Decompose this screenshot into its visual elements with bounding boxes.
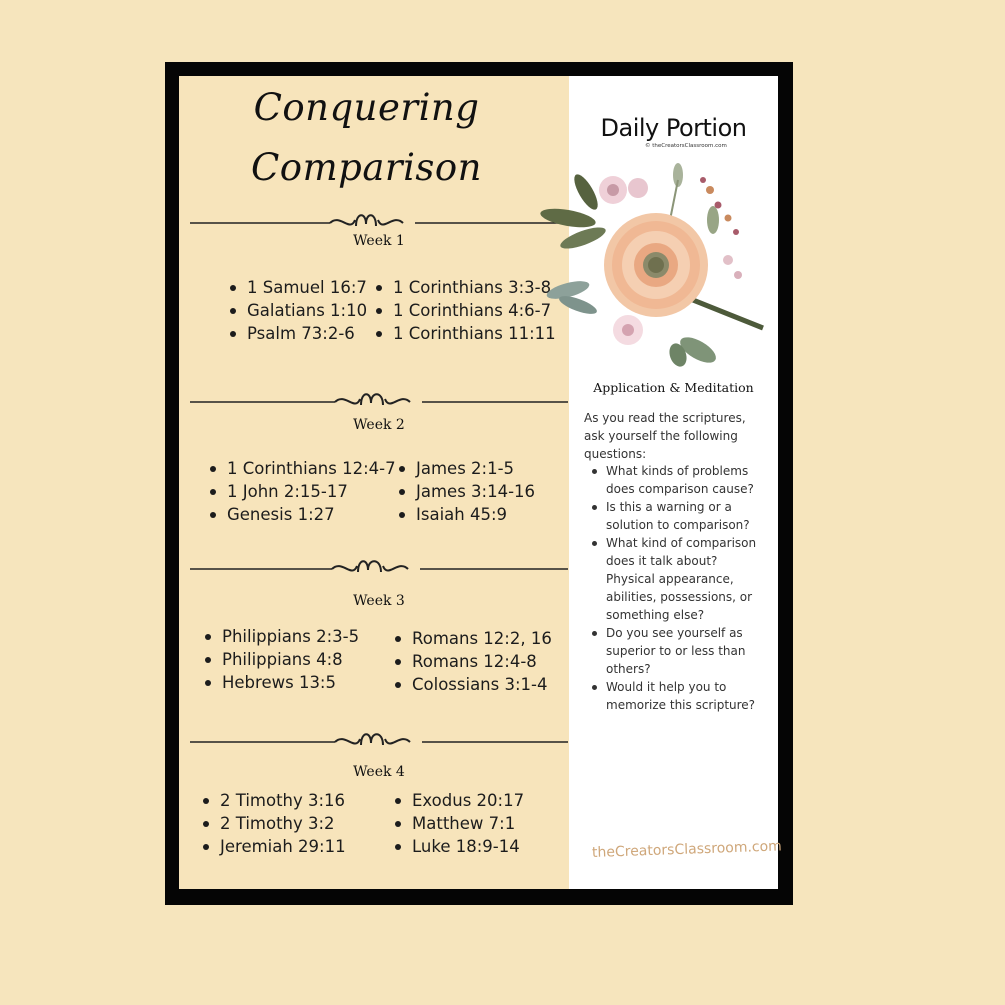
week-1-list-left bbox=[230, 276, 367, 345]
website-credit: theCreatorsClassroom.com bbox=[591, 838, 783, 861]
question-item: Is this a warning or a solution to comparison? bbox=[590, 498, 770, 534]
floral-bouquet-illustration bbox=[528, 160, 768, 380]
week-2-label: Week 2 bbox=[353, 417, 405, 433]
list-item: Isaiah 45:9 bbox=[399, 503, 535, 526]
list-item: 1 Corinthians 11:11 bbox=[376, 322, 556, 345]
list-item: 2 Timothy 3:16 bbox=[203, 789, 346, 812]
daily-portion-logo: Daily Portion bbox=[600, 114, 747, 142]
list-item: 1 Corinthians 12:4-7 bbox=[210, 457, 396, 480]
question-list bbox=[590, 462, 770, 714]
daily-portion-logo-subtitle: © theCreatorsClassroom.com bbox=[645, 143, 727, 149]
list-item: Romans 12:2, 16 bbox=[395, 627, 552, 650]
list-item: Hebrews 13:5 bbox=[205, 671, 359, 694]
week-4-list-left bbox=[203, 789, 346, 858]
week-2-list-right bbox=[399, 457, 535, 526]
question-item: What kind of comparison does it talk about? Physical appearance, abilities, possessions, or something else? bbox=[590, 534, 770, 624]
list-item: James 3:14-16 bbox=[399, 480, 535, 503]
list-item: James 2:1-5 bbox=[399, 457, 535, 480]
application-meditation-heading: Application & Meditation bbox=[593, 380, 754, 395]
week-3-list-left bbox=[205, 625, 359, 694]
question-item: Would it help you to memorize this scripture? bbox=[590, 678, 770, 714]
week-4-label: Week 4 bbox=[353, 764, 405, 780]
ornament-divider-week-4 bbox=[190, 725, 568, 755]
ornament-divider-week-2 bbox=[190, 387, 568, 417]
list-item: Psalm 73:2-6 bbox=[230, 322, 367, 345]
page-title-line-2: Comparison bbox=[250, 146, 483, 189]
week-2-list-left bbox=[210, 457, 396, 526]
week-1-label: Week 1 bbox=[353, 233, 405, 249]
list-item: Philippians 4:8 bbox=[205, 648, 359, 671]
list-item: 1 Corinthians 3:3-8 bbox=[376, 276, 556, 299]
list-item: Philippians 2:3-5 bbox=[205, 625, 359, 648]
week-3-list-right bbox=[395, 627, 552, 696]
list-item: Genesis 1:27 bbox=[210, 503, 396, 526]
week-4-list-right bbox=[395, 789, 524, 858]
question-item: Do you see yourself as superior to or less than others? bbox=[590, 624, 770, 678]
list-item: Romans 12:4-8 bbox=[395, 650, 552, 673]
list-item: Exodus 20:17 bbox=[395, 789, 524, 812]
list-item: Jeremiah 29:11 bbox=[203, 835, 346, 858]
list-item: Matthew 7:1 bbox=[395, 812, 524, 835]
page-title-line-1: Conquering bbox=[253, 86, 480, 129]
intro-paragraph: As you read the scriptures, ask yourself the following questions: bbox=[584, 411, 746, 461]
list-item: 1 Samuel 16:7 bbox=[230, 276, 367, 299]
list-item: Luke 18:9-14 bbox=[395, 835, 524, 858]
ornament-divider-week-3 bbox=[190, 554, 568, 584]
list-item: Colossians 3:1-4 bbox=[395, 673, 552, 696]
question-item: What kinds of problems does comparison cause? bbox=[590, 462, 770, 498]
list-item: 1 John 2:15-17 bbox=[210, 480, 396, 503]
list-item: Galatians 1:10 bbox=[230, 299, 367, 322]
list-item: 2 Timothy 3:2 bbox=[203, 812, 346, 835]
list-item: 1 Corinthians 4:6-7 bbox=[376, 299, 556, 322]
week-3-label: Week 3 bbox=[353, 593, 405, 609]
